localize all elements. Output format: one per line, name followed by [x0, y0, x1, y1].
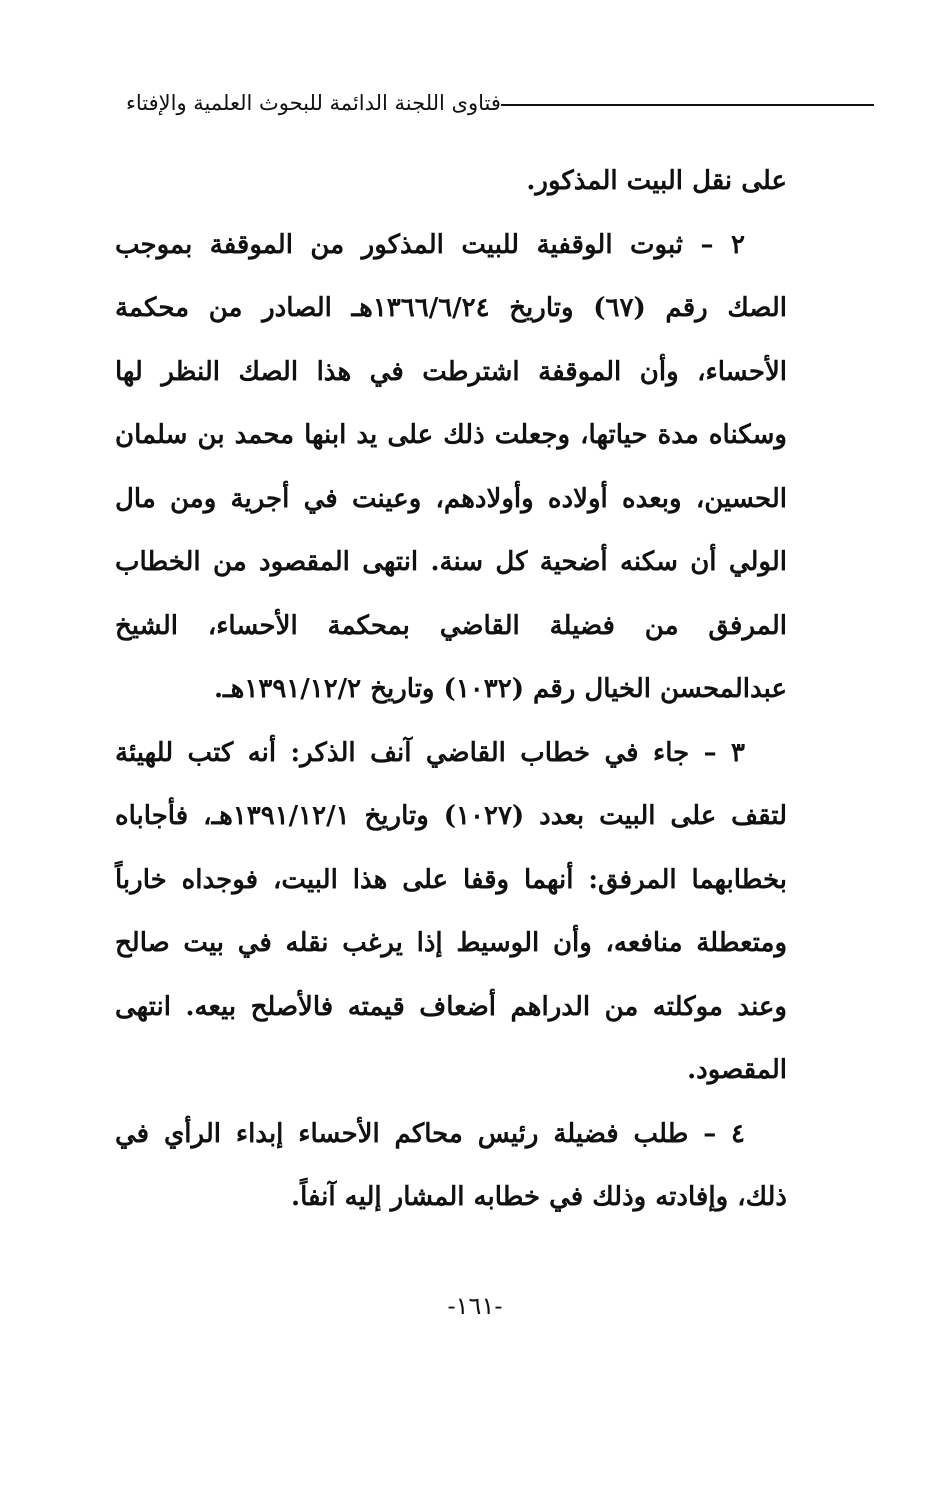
paragraph-item-2: ٢ – ثبوت الوقفية للبيت المذكور من الموقفة بموجب الصك رقم (٦٧) وتاريخ ١٣٦٦/٦/٢٤هـ الصادر من محكمة الأحساء، وأن الموقفة اشترطت في هذا الصك النظر لها وسكناه مدة حياتها، وجعلت ذلك على يد ابنها محمد بن سلمان الحسين، وبعده أولاده وأولادهم، وعينت في أجرية ومن مال الولي أن سكنه أضحية كل سنة. انتهى المقصود من الخطاب المرفق من فضيلة القاضي بمحكمة الأحساء، الشيخ عبدالمحسن الخيال رقم (١٠٣٢) وتاريخ ١٣٩١/١٢/٢هـ.: [115, 229, 787, 704]
running-header: [112, 86, 874, 120]
page-number: -١٦١-: [447, 1292, 503, 1320]
paragraph-continuation: على نقل البيت المذكور.: [526, 166, 787, 196]
header-title: فتاوى اللجنة الدائمة للبحوث العلمية والإفتاء: [126, 91, 501, 115]
paragraph-item-3: ٣ – جاء في خطاب القاضي آنف الذكر: أنه كتب للهيئة لتقف على البيت بعدد (١٠٢٧) وتاريخ ١٣٩١/١٢/١هـ، فأجاباه بخطابهما المرفق: أنهما وقفا على هذا البيت، فوجداه خارباً ومتعطلة منافعه، وأن الوسيط إذا يرغب نقله في بيت صالح وعند موكلته من الدراهم أضعاف قيمته فالأصلح بيعه. انتهى المقصود.: [115, 737, 787, 1085]
page-body: [115, 150, 787, 1230]
header-rule: [501, 104, 874, 106]
paragraph-item-4: ٤ – طلب فضيلة رئيس محاكم الأحساء إبداء الرأي في ذلك، وإفادته وذلك في خطابه المشار إليه آنفاً.: [115, 1118, 787, 1212]
